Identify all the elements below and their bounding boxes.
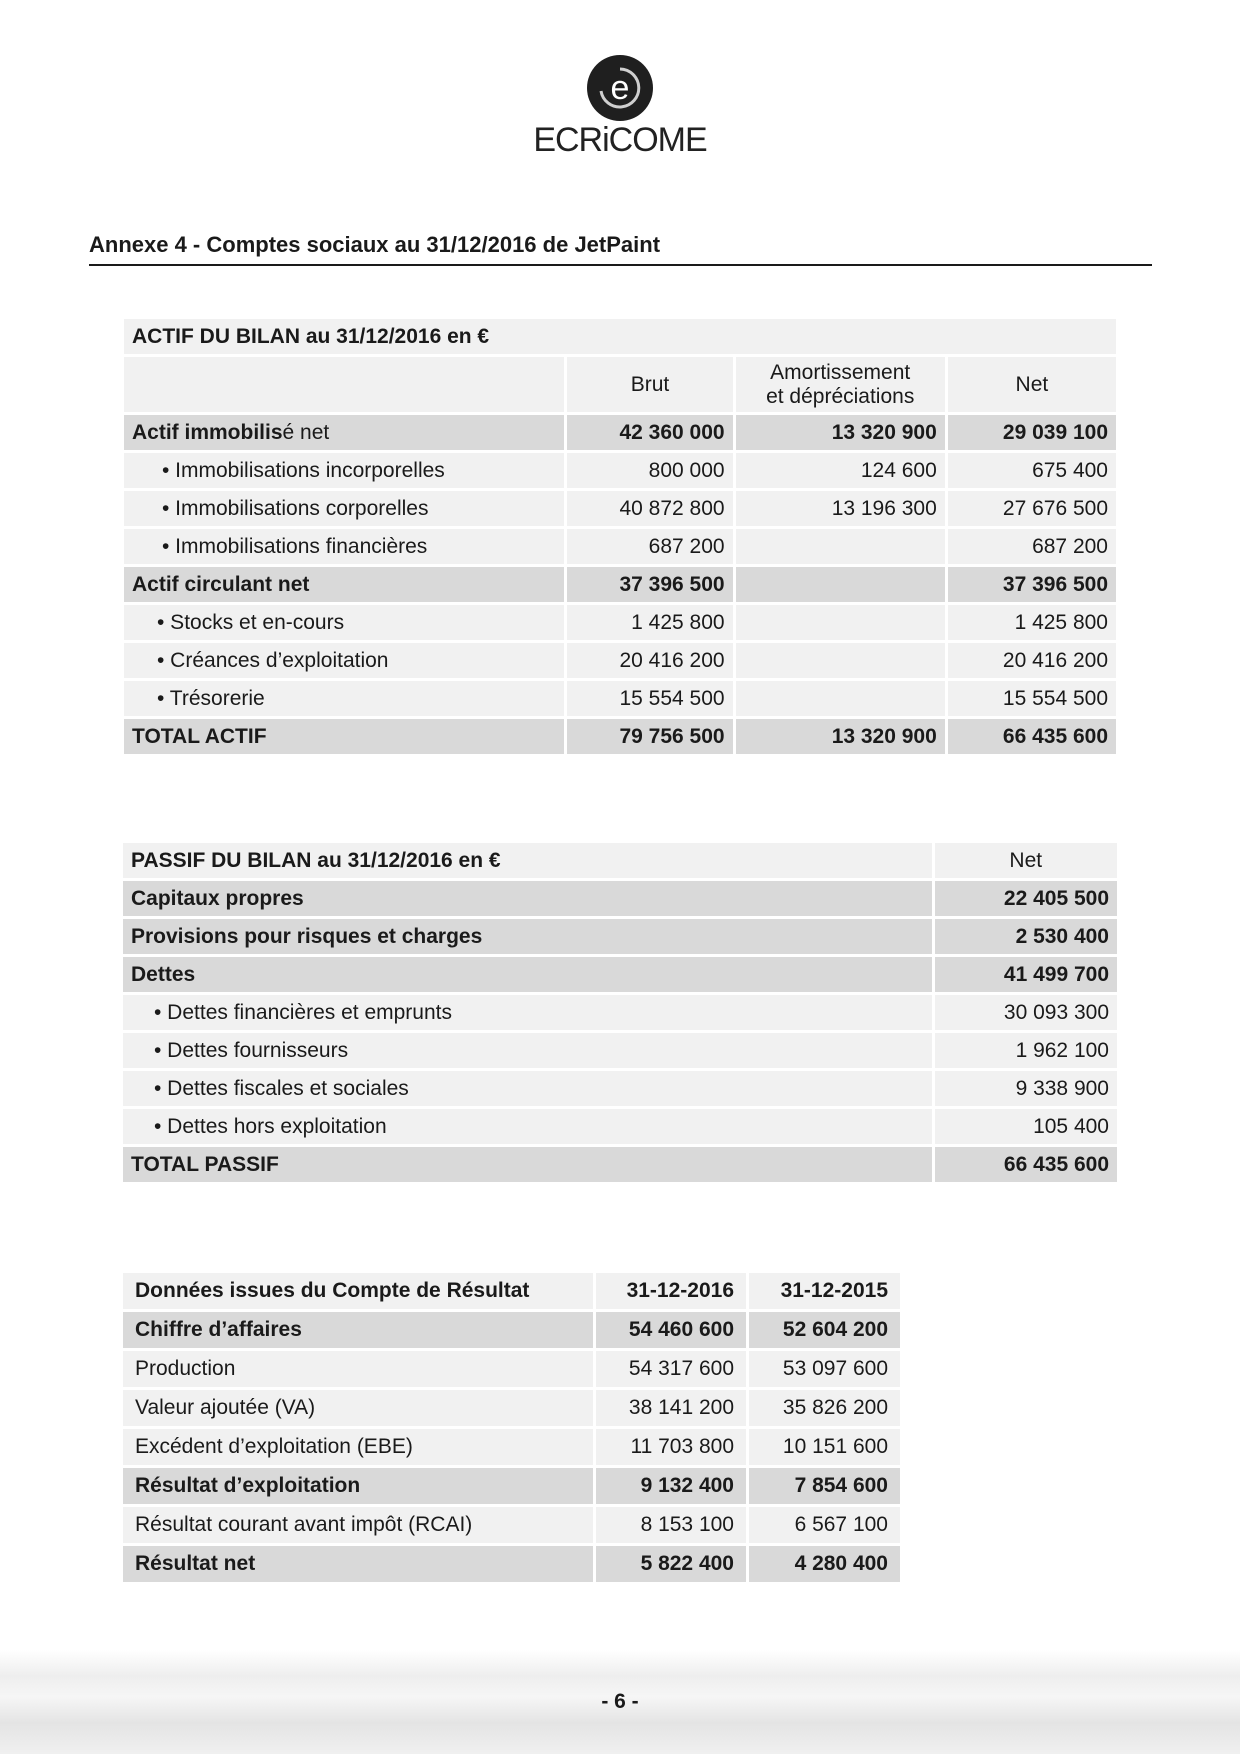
cell-amort: 124 600 xyxy=(734,452,946,490)
table-row xyxy=(122,1428,902,1467)
table-row xyxy=(122,1467,902,1506)
resultat-title: Données issues du Compte de Résultat xyxy=(122,1272,595,1311)
cell-2016: 5 822 400 xyxy=(595,1545,748,1584)
cell-2016: 38 141 200 xyxy=(595,1389,748,1428)
col-amort-line1: Amortissement xyxy=(770,360,911,384)
cell-2016: 9 132 400 xyxy=(595,1467,748,1506)
cell-2016: 54 317 600 xyxy=(595,1350,748,1389)
cell-brut: 79 756 500 xyxy=(566,718,734,756)
row-label xyxy=(123,414,566,452)
cell-2015: 52 604 200 xyxy=(748,1311,902,1350)
row-label: • Dettes financières et emprunts xyxy=(122,994,934,1032)
cell-net: 15 554 500 xyxy=(946,680,1117,718)
cell-brut: 40 872 800 xyxy=(566,490,734,528)
cell-brut: 687 200 xyxy=(566,528,734,566)
table-row xyxy=(122,1545,902,1584)
row-label: Provisions pour risques et charges xyxy=(122,918,934,956)
actif-title: ACTIF DU BILAN au 31/12/2016 en € xyxy=(123,318,1118,356)
row-label: Production xyxy=(122,1350,595,1389)
row-label: • Immobilisations corporelles xyxy=(123,490,566,528)
cell-net: 687 200 xyxy=(946,528,1117,566)
cell-brut: 15 554 500 xyxy=(566,680,734,718)
table-row xyxy=(122,1350,902,1389)
table-row xyxy=(123,680,1118,718)
passif-title-row xyxy=(122,842,1119,880)
table-row xyxy=(123,414,1118,452)
table-row xyxy=(122,1146,1119,1184)
cell-net: 1 425 800 xyxy=(946,604,1117,642)
cell-net: 675 400 xyxy=(946,452,1117,490)
cell-net: 27 676 500 xyxy=(946,490,1117,528)
page-number: - 6 - xyxy=(601,1690,639,1713)
col-net-header: Net xyxy=(946,356,1117,414)
col-2016-header: 31-12-2016 xyxy=(595,1272,748,1311)
resultat-header-row xyxy=(122,1272,902,1311)
cell-2015: 53 097 600 xyxy=(748,1350,902,1389)
cell-net: 30 093 300 xyxy=(933,994,1119,1032)
table-row xyxy=(123,642,1118,680)
table-row xyxy=(122,1506,902,1545)
col-2015-header: 31-12-2015 xyxy=(748,1272,902,1311)
table-row xyxy=(123,490,1118,528)
actif-table xyxy=(121,316,1119,757)
table-row xyxy=(122,956,1119,994)
table-row xyxy=(123,566,1118,604)
row-label: Actif circulant net xyxy=(123,566,566,604)
row-label: • Dettes hors exploitation xyxy=(122,1108,934,1146)
row-label: Résultat d’exploitation xyxy=(122,1467,595,1506)
ecricome-logo-icon xyxy=(587,55,653,121)
cell-amort xyxy=(734,604,946,642)
logo-wordmark: ECRiCOME xyxy=(533,121,707,159)
table-row xyxy=(123,528,1118,566)
cell-net: 66 435 600 xyxy=(946,718,1117,756)
cell-net: 29 039 100 xyxy=(946,414,1117,452)
row-label: Excédent d’exploitation (EBE) xyxy=(122,1428,595,1467)
row-label: Valeur ajoutée (VA) xyxy=(122,1389,595,1428)
cell-2015: 4 280 400 xyxy=(748,1545,902,1584)
row-label: • Immobilisations financières xyxy=(123,528,566,566)
row-label: Dettes xyxy=(122,956,934,994)
row-label: Résultat courant avant impôt (RCAI) xyxy=(122,1506,595,1545)
col-brut-header: Brut xyxy=(566,356,734,414)
cell-2016: 8 153 100 xyxy=(595,1506,748,1545)
cell-amort xyxy=(734,642,946,680)
cell-net: 20 416 200 xyxy=(946,642,1117,680)
row-label: • Créances d’exploitation xyxy=(123,642,566,680)
cell-amort: 13 196 300 xyxy=(734,490,946,528)
cell-brut: 37 396 500 xyxy=(566,566,734,604)
svg-text:e: e xyxy=(610,69,630,107)
row-label: • Dettes fiscales et sociales xyxy=(122,1070,934,1108)
resultat-table xyxy=(120,1270,903,1585)
cell-net: 9 338 900 xyxy=(933,1070,1119,1108)
actif-title-row xyxy=(123,318,1118,356)
cell-2016: 54 460 600 xyxy=(595,1311,748,1350)
cell-brut: 20 416 200 xyxy=(566,642,734,680)
cell-brut: 42 360 000 xyxy=(566,414,734,452)
row-label: • Dettes fournisseurs xyxy=(122,1032,934,1070)
row-label: • Trésorerie xyxy=(123,680,566,718)
table-row xyxy=(123,452,1118,490)
actif-immobilise-bold: Actif immobilis xyxy=(132,420,283,444)
table-row xyxy=(122,1032,1119,1070)
cell-amort xyxy=(734,528,946,566)
cell-2015: 35 826 200 xyxy=(748,1389,902,1428)
row-label: Capitaux propres xyxy=(122,880,934,918)
cell-net: 2 530 400 xyxy=(933,918,1119,956)
actif-header-row xyxy=(123,356,1118,414)
row-label: • Stocks et en-cours xyxy=(123,604,566,642)
cell-brut: 1 425 800 xyxy=(566,604,734,642)
cell-2015: 6 567 100 xyxy=(748,1506,902,1545)
col-amort-header xyxy=(734,356,946,414)
table-row xyxy=(122,1311,902,1350)
table-row xyxy=(122,1070,1119,1108)
cell-2015: 7 854 600 xyxy=(748,1467,902,1506)
ecricome-logo xyxy=(0,55,1240,160)
annex-title: Annexe 4 - Comptes sociaux au 31/12/2016 de JetPaint xyxy=(89,232,1152,266)
passif-title: PASSIF DU BILAN au 31/12/2016 en € xyxy=(122,842,934,880)
row-label: Chiffre d’affaires xyxy=(122,1311,595,1350)
cell-net: 41 499 700 xyxy=(933,956,1119,994)
cell-amort xyxy=(734,680,946,718)
table-row xyxy=(122,918,1119,956)
table-row xyxy=(122,1108,1119,1146)
table-row xyxy=(122,994,1119,1032)
actif-header-empty xyxy=(123,356,566,414)
cell-net: 105 400 xyxy=(933,1108,1119,1146)
actif-immobilise-tail: é net xyxy=(282,420,330,444)
cell-2015: 10 151 600 xyxy=(748,1428,902,1467)
table-row xyxy=(123,604,1118,642)
col-amort-line2: et dépréciations xyxy=(766,384,915,408)
cell-net: 66 435 600 xyxy=(933,1146,1119,1184)
cell-net: 37 396 500 xyxy=(946,566,1117,604)
table-row xyxy=(123,718,1118,756)
row-label: • Immobilisations incorporelles xyxy=(123,452,566,490)
row-label: TOTAL ACTIF xyxy=(123,718,566,756)
cell-net: 1 962 100 xyxy=(933,1032,1119,1070)
row-label: TOTAL PASSIF xyxy=(122,1146,934,1184)
table-row xyxy=(122,1389,902,1428)
cell-2016: 11 703 800 xyxy=(595,1428,748,1467)
passif-col-net-header: Net xyxy=(933,842,1119,880)
cell-amort: 13 320 900 xyxy=(734,414,946,452)
cell-net: 22 405 500 xyxy=(933,880,1119,918)
cell-amort xyxy=(734,566,946,604)
passif-table xyxy=(120,840,1120,1185)
table-row xyxy=(122,880,1119,918)
cell-brut: 800 000 xyxy=(566,452,734,490)
cell-amort: 13 320 900 xyxy=(734,718,946,756)
row-label: Résultat net xyxy=(122,1545,595,1584)
